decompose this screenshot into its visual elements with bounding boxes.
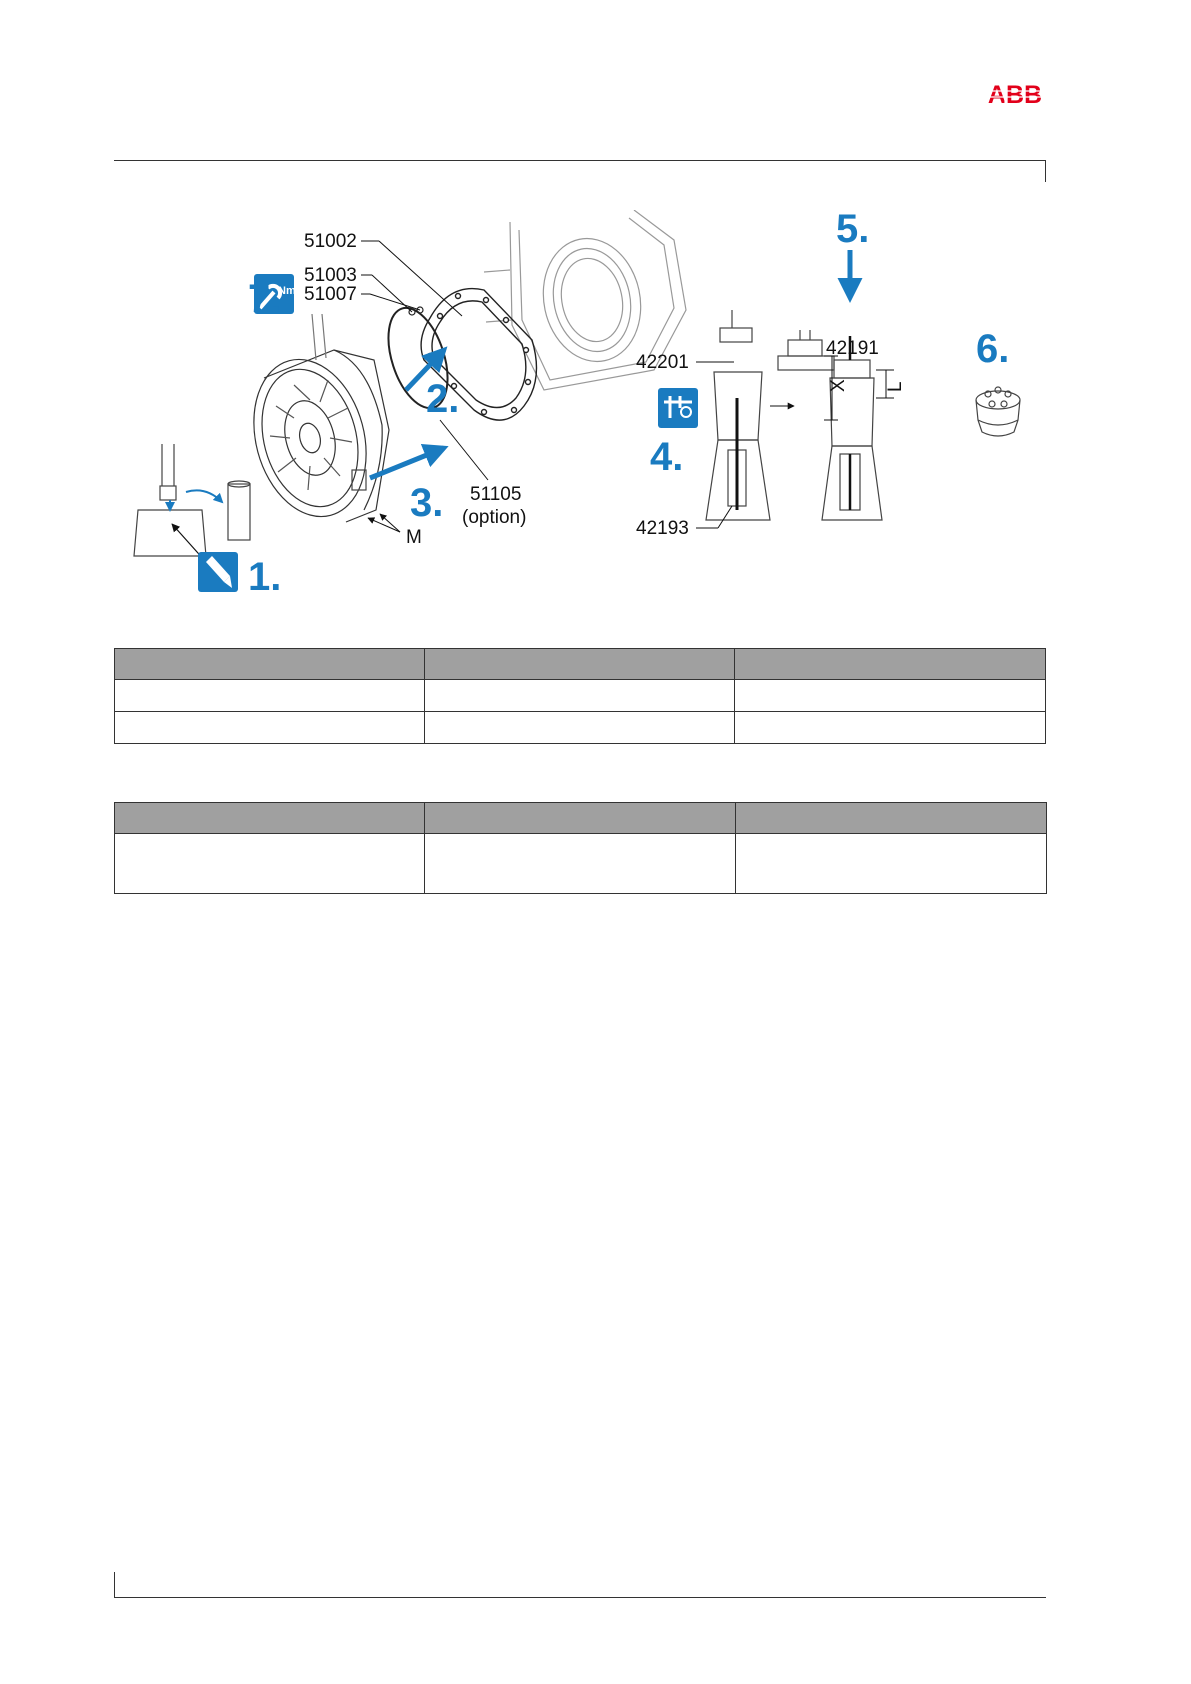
dimension-label-x: X — [828, 379, 849, 392]
shaft-detail — [134, 444, 250, 556]
rotor-assembly-left — [706, 310, 834, 520]
table-cell — [115, 834, 425, 894]
table-cell — [736, 834, 1047, 894]
specs-table-1 — [114, 648, 1046, 744]
step-label-3: 3. — [410, 481, 444, 525]
table-cell — [425, 712, 735, 744]
specs-table-2 — [114, 802, 1047, 894]
part-label-42191: 42191 — [826, 338, 879, 359]
table-header-row — [115, 649, 1046, 680]
dimension-label-l: L — [885, 381, 906, 392]
table-cell — [735, 680, 1046, 712]
rotor-assembly-right — [822, 336, 882, 520]
part-label-51105: 51105 — [470, 484, 522, 505]
table-cell — [735, 712, 1046, 744]
step-label-6: 6. — [976, 327, 1010, 371]
table-header-row — [115, 803, 1047, 834]
table-cell — [115, 712, 425, 744]
table-cell — [425, 680, 735, 712]
step-label-4: 4. — [650, 435, 684, 479]
step-label-7: 7. — [248, 277, 282, 321]
part-label-42201: 42201 — [636, 352, 689, 373]
part-label-51002: 51002 — [304, 231, 357, 252]
step-label-1: 1. — [248, 555, 282, 599]
table-row — [115, 834, 1047, 894]
table-cell — [425, 834, 736, 894]
table-row — [115, 680, 1046, 712]
footer-rule-tick — [114, 1572, 115, 1598]
part-label-51003: 51003 — [304, 265, 357, 286]
compressor-cartridge — [237, 314, 389, 529]
part-label-42193: 42193 — [636, 518, 689, 539]
assembly-figure — [114, 210, 1046, 600]
table-header-cell — [736, 803, 1047, 834]
part-label-51007: 51007 — [304, 284, 357, 305]
header-rule — [114, 160, 1046, 161]
table-header-cell — [115, 649, 425, 680]
header-rule-tick — [1045, 160, 1046, 182]
table-header-cell — [425, 803, 736, 834]
footer-rule — [114, 1597, 1046, 1598]
dimension-label-m: M — [406, 527, 422, 548]
step-label-2: 2. — [426, 377, 460, 421]
part-label-51105-note: (option) — [462, 507, 527, 528]
step-label-5: 5. — [836, 210, 870, 251]
table-header-cell — [425, 649, 735, 680]
nut-part — [976, 387, 1020, 436]
table-row — [115, 712, 1046, 744]
apply-compound-icon — [198, 552, 238, 592]
torque-icon-text: Nm — [278, 285, 296, 297]
table-header-cell — [735, 649, 1046, 680]
abb-logo — [985, 82, 1045, 108]
table-header-cell — [115, 803, 425, 834]
table-cell — [115, 680, 425, 712]
abb-logo-text: ABB — [987, 82, 1043, 108]
caliper-measure-icon — [658, 388, 698, 428]
